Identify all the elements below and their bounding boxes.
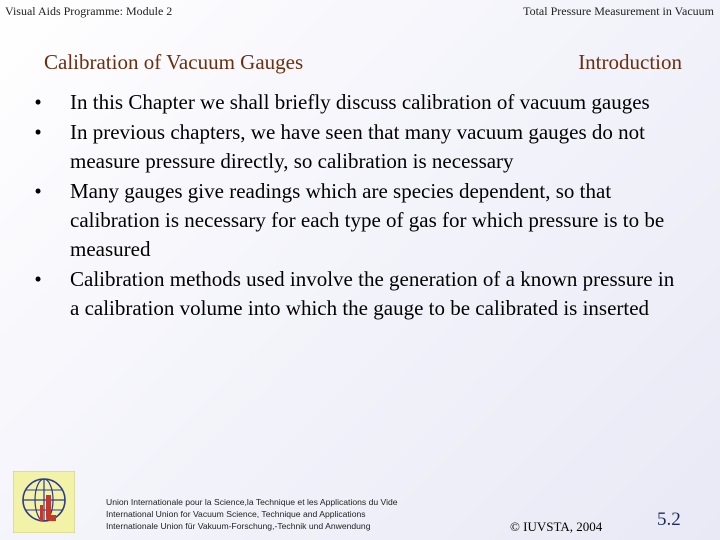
header-module-label: Visual Aids Programme: Module 2 bbox=[5, 4, 173, 18]
bullet-item bbox=[28, 265, 678, 323]
union-name-de: Internationale Union für Vakuum-Forschung,-Technik und Anwendung bbox=[106, 521, 371, 531]
union-name-fr: Union Internationale pour la Science,la Technique et les Applications du Vide bbox=[106, 497, 398, 507]
header-topic-label: Total Pressure Measurement in Vacuum bbox=[523, 4, 714, 18]
bullet-text: In previous chapters, we have seen that many vacuum gauges do not measure pressure directly, so calibration is necessary bbox=[70, 120, 645, 173]
bullet-item bbox=[28, 118, 678, 176]
bullet-dot-icon: • bbox=[34, 179, 42, 203]
copyright-notice: © IUVSTA, 2004 bbox=[510, 519, 603, 534]
bullet-dot-icon: • bbox=[34, 267, 42, 291]
bullet-text: Calibration methods used involve the generation of a known pressure in a calibration volume into which the gauge to be calibrated is inserted bbox=[70, 267, 675, 320]
union-names bbox=[106, 496, 398, 532]
bullet-text: Many gauges give readings which are species dependent, so that calibration is necessary for each type of gas for which pressure is to be measured bbox=[70, 179, 665, 261]
bullet-text: In this Chapter we shall briefly discuss calibration of vacuum gauges bbox=[70, 90, 650, 114]
bullet-item bbox=[28, 177, 678, 264]
section-title: Introduction bbox=[578, 50, 682, 74]
page-number: 5.2 bbox=[657, 509, 681, 530]
slide-title: Calibration of Vacuum Gauges bbox=[44, 50, 304, 74]
bullet-item bbox=[28, 88, 678, 117]
bullet-dot-icon: • bbox=[34, 90, 42, 114]
union-name-en: International Union for Vacuum Science, Technique and Applications bbox=[106, 509, 366, 519]
bullet-dot-icon: • bbox=[34, 120, 42, 144]
bullet-list bbox=[28, 88, 678, 324]
iuvsta-globe-logo-icon bbox=[13, 471, 75, 533]
